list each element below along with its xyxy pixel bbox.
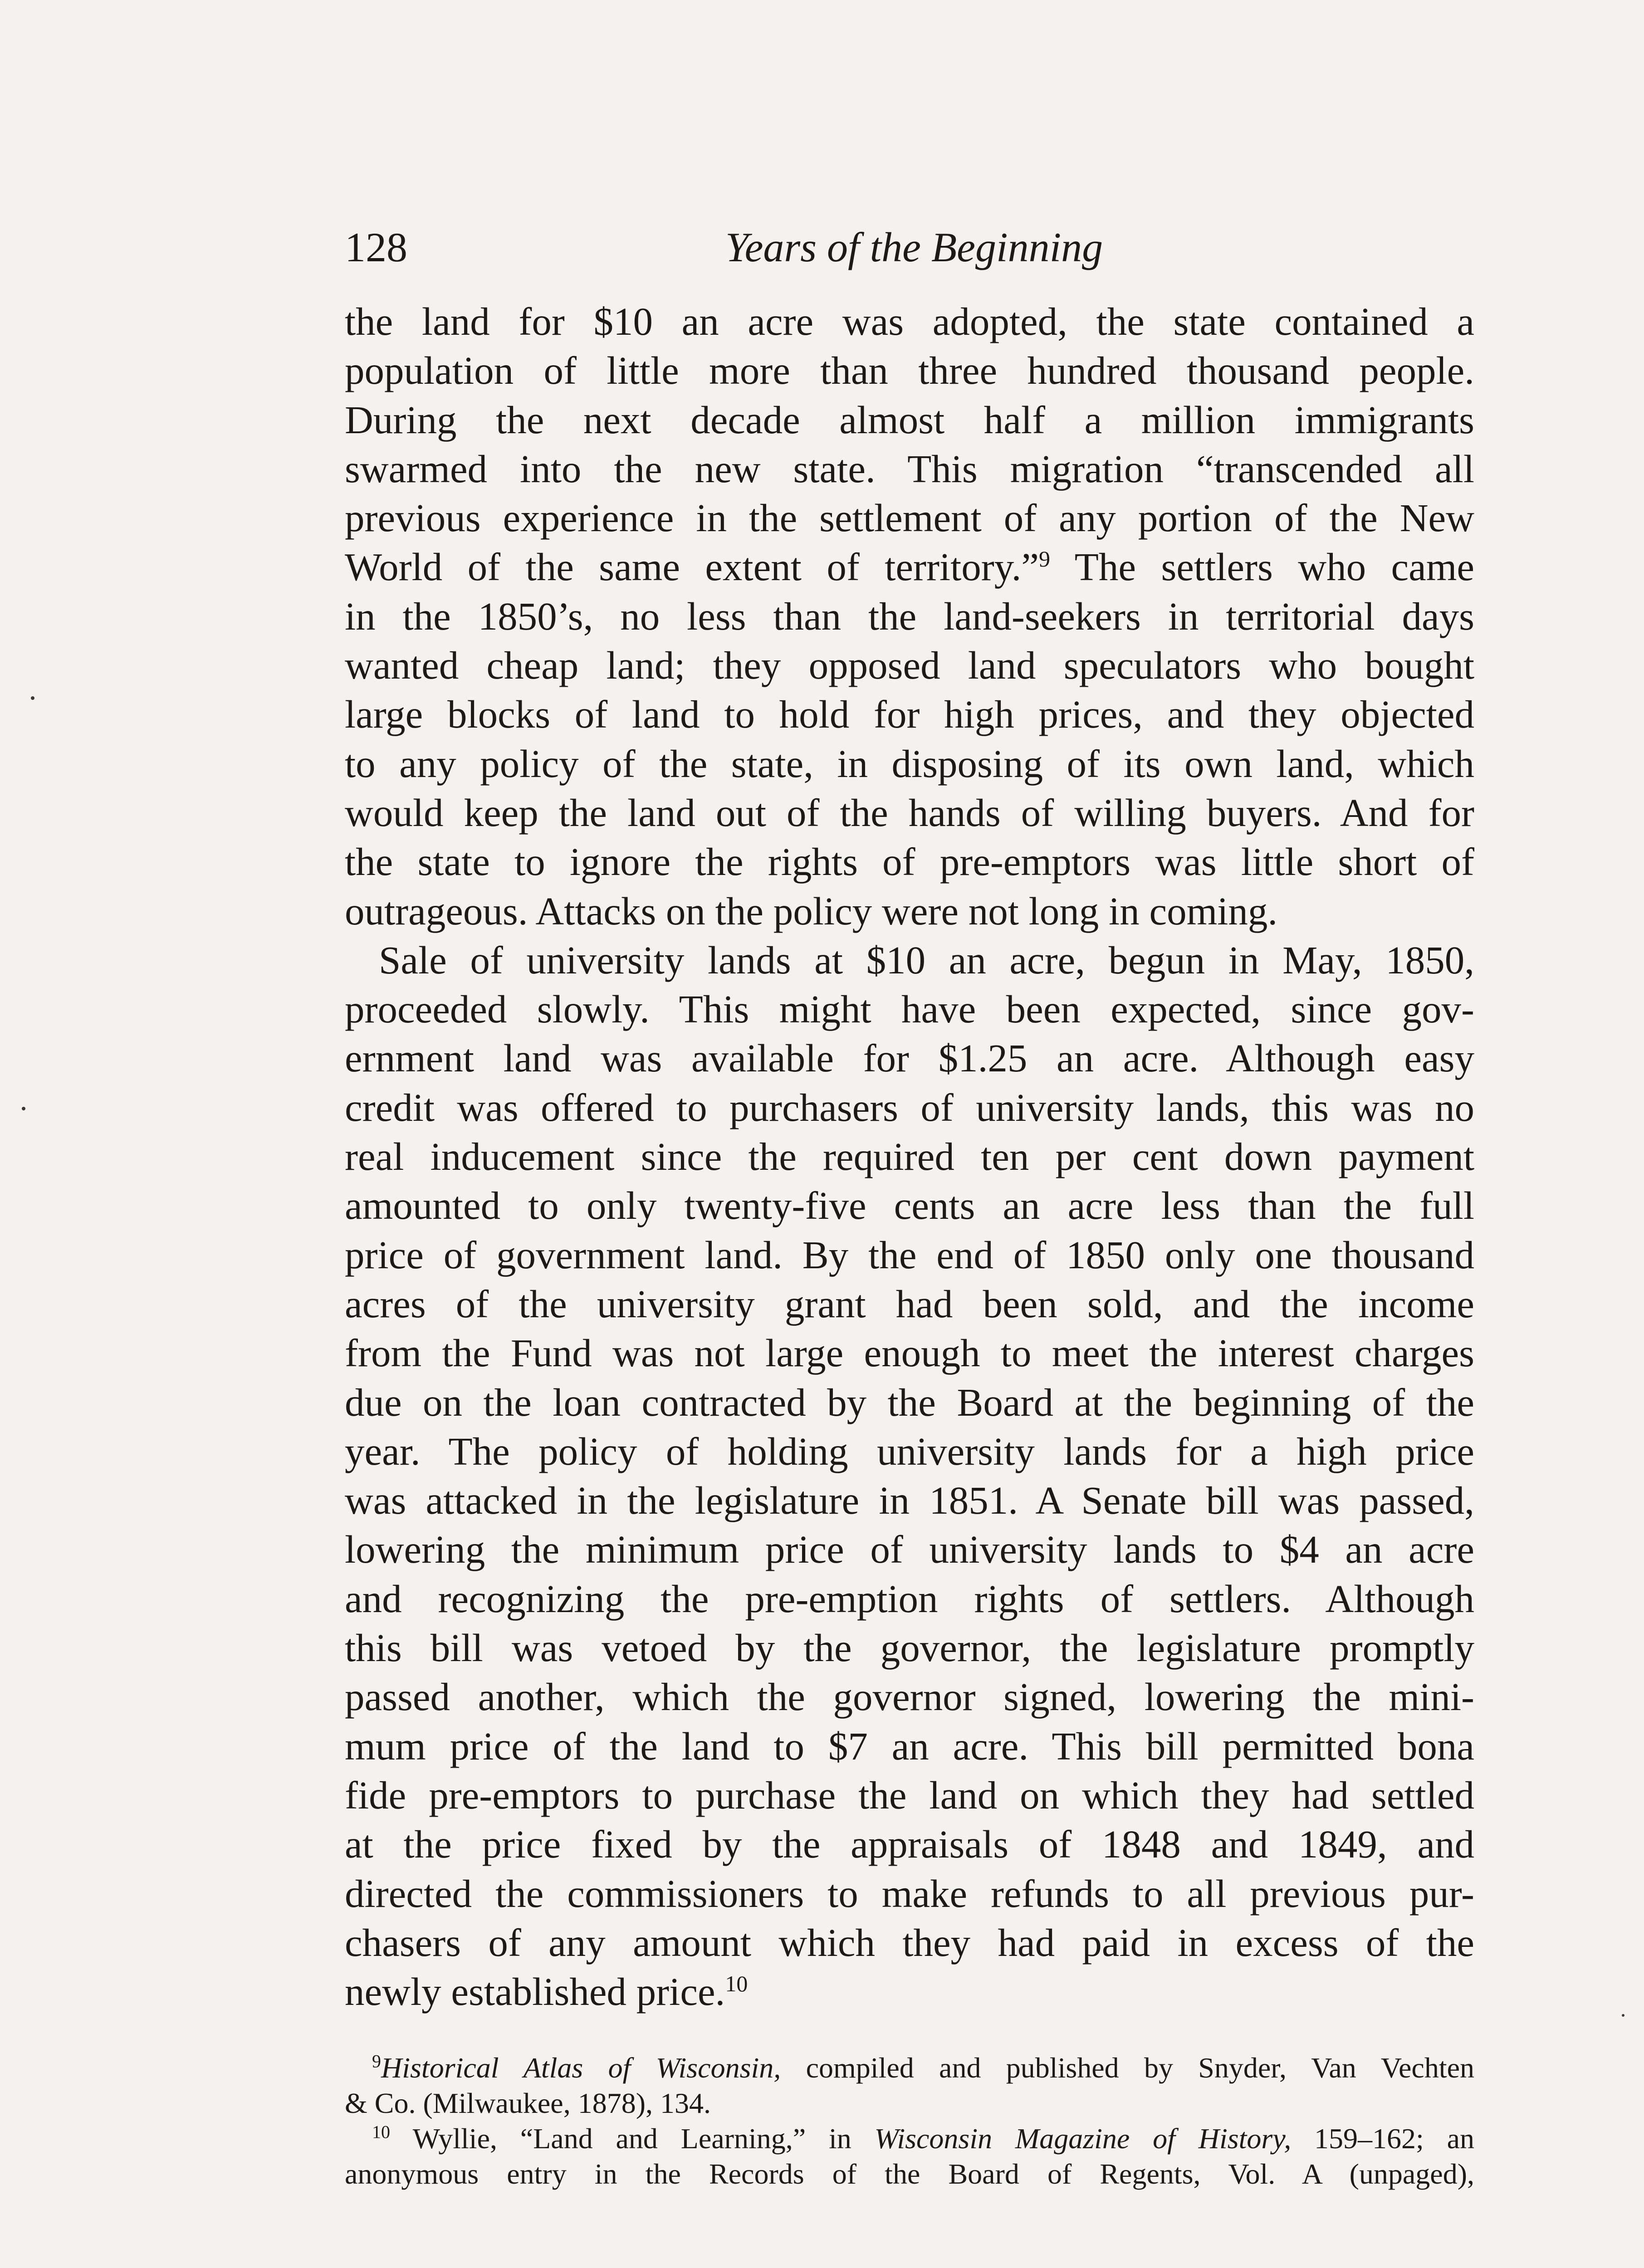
text-line: credit was offered to purchasers of university lands, this was no — [345, 1085, 1474, 1129]
text-line: amounted to only twenty-five cents an acre less than the full — [345, 1183, 1474, 1228]
text-line: price of government land. By the end of 1850 only one thousand — [345, 1232, 1474, 1277]
text-line: to any policy of the state, in disposing of its own land, which — [345, 741, 1474, 786]
footnote-10 — [345, 2121, 1474, 2156]
note-reference-10: 10 — [725, 1971, 748, 1997]
running-head — [345, 213, 1483, 281]
paragraph-1 — [345, 297, 1474, 936]
note-reference-9: 9 — [1038, 546, 1050, 572]
page-number: 128 — [345, 224, 407, 270]
text-line: proceeded slowly. This might have been expected, since gov- — [345, 987, 1474, 1031]
text-line: Sale of university lands at $10 an acre, begun in May, 1850, — [379, 938, 1474, 982]
paragraph-2 — [345, 936, 1474, 2017]
footnotes — [345, 2050, 1474, 2192]
text-line: was attacked in the legislature in 1851. A Senate bill was passed, — [345, 1478, 1474, 1523]
text-line: would keep the land out of the hands of willing buyers. And for — [345, 790, 1474, 835]
text-line: at the price fixed by the appraisals of 1848 and 1849, and — [345, 1822, 1474, 1867]
text-line: real inducement since the required ten per cent down payment — [345, 1134, 1474, 1179]
text-line-with-note — [345, 543, 1474, 591]
text-line: directed the commissioners to make refunds to all previous pur- — [345, 1871, 1474, 1916]
text-line: mum price of the land to $7 an acre. This bill permitted bona — [345, 1724, 1474, 1768]
text-segment: World of the same extent of territory.” — [345, 545, 1039, 589]
text-line: year. The policy of holding university lands for a high price — [345, 1429, 1474, 1473]
footnote-9-continued: & Co. (Milwaukee, 1878), 134. — [345, 2087, 711, 2119]
footnote-journal: Wisconsin Magazine of History, — [874, 2122, 1292, 2155]
text-line: large blocks of land to hold for high prices, and they objected — [345, 692, 1474, 737]
text-line: the land for $10 an acre was adopted, the state contained a — [345, 299, 1474, 343]
text-line: wanted cheap land; they opposed land speculators who bought — [345, 643, 1474, 688]
text-line: chasers of any amount which they had paid in excess of the — [345, 1920, 1474, 1965]
text-line: During the next decade almost half a million immigrants — [345, 397, 1474, 442]
running-title: Years of the Beginning — [725, 224, 1103, 270]
text-line: population of little more than three hundred thousand people. — [345, 348, 1474, 393]
footnote-10-continued: anonymous entry in the Records of the Board of Regents, Vol. A (unpaged), — [345, 2158, 1474, 2190]
text-line: previous experience in the settlement of any portion of the New — [345, 496, 1474, 540]
footnote-text: Wyllie, “Land and Learning,” in — [390, 2122, 875, 2155]
text-line: ernment land was available for $1.25 an acre. Although easy — [345, 1036, 1474, 1080]
text-line: acres of the university grant had been sold, and the income — [345, 1281, 1474, 1326]
paper-speck — [1622, 2014, 1624, 2017]
text-segment: newly established price. — [345, 1970, 725, 2014]
text-segment: The settlers who came — [1050, 545, 1474, 589]
paper-speck — [31, 696, 34, 700]
footnote-text: 159–162; an — [1291, 2122, 1474, 2155]
body-text — [345, 297, 1474, 2016]
text-line: lowering the minimum price of university lands to $4 an acre — [345, 1527, 1474, 1572]
text-line: passed another, which the governor signed, lowering the mini- — [345, 1675, 1474, 1719]
text-line: this bill was vetoed by the governor, the legislature promptly — [345, 1626, 1474, 1670]
footnote-mark: 9 — [372, 2051, 381, 2072]
text-line: and recognizing the pre-emption rights of settlers. Although — [345, 1576, 1474, 1621]
paper-speck — [22, 1107, 25, 1110]
text-line: swarmed into the new state. This migration “transcended all — [345, 446, 1474, 491]
text-line-with-note — [345, 1967, 1474, 2016]
text-line: due on the loan contracted by the Board at the beginning of the — [345, 1380, 1474, 1424]
footnote-mark: 10 — [372, 2121, 390, 2142]
footnote-text: compiled and published by Snyder, Van Vechten — [781, 2052, 1475, 2084]
text-line: from the Fund was not large enough to meet the interest charges — [345, 1331, 1474, 1375]
text-line: fide pre-emptors to purchase the land on which they had settled — [345, 1773, 1474, 1817]
text-line: outrageous. Attacks on the policy were not long in coming. — [345, 889, 1278, 933]
footnote-title: Historical Atlas of Wisconsin, — [381, 2052, 781, 2084]
text-line: in the 1850’s, no less than the land-seekers in territorial days — [345, 594, 1474, 638]
text-line: the state to ignore the rights of pre-emptors was little short of — [345, 840, 1474, 884]
footnote-9 — [345, 2050, 1474, 2086]
